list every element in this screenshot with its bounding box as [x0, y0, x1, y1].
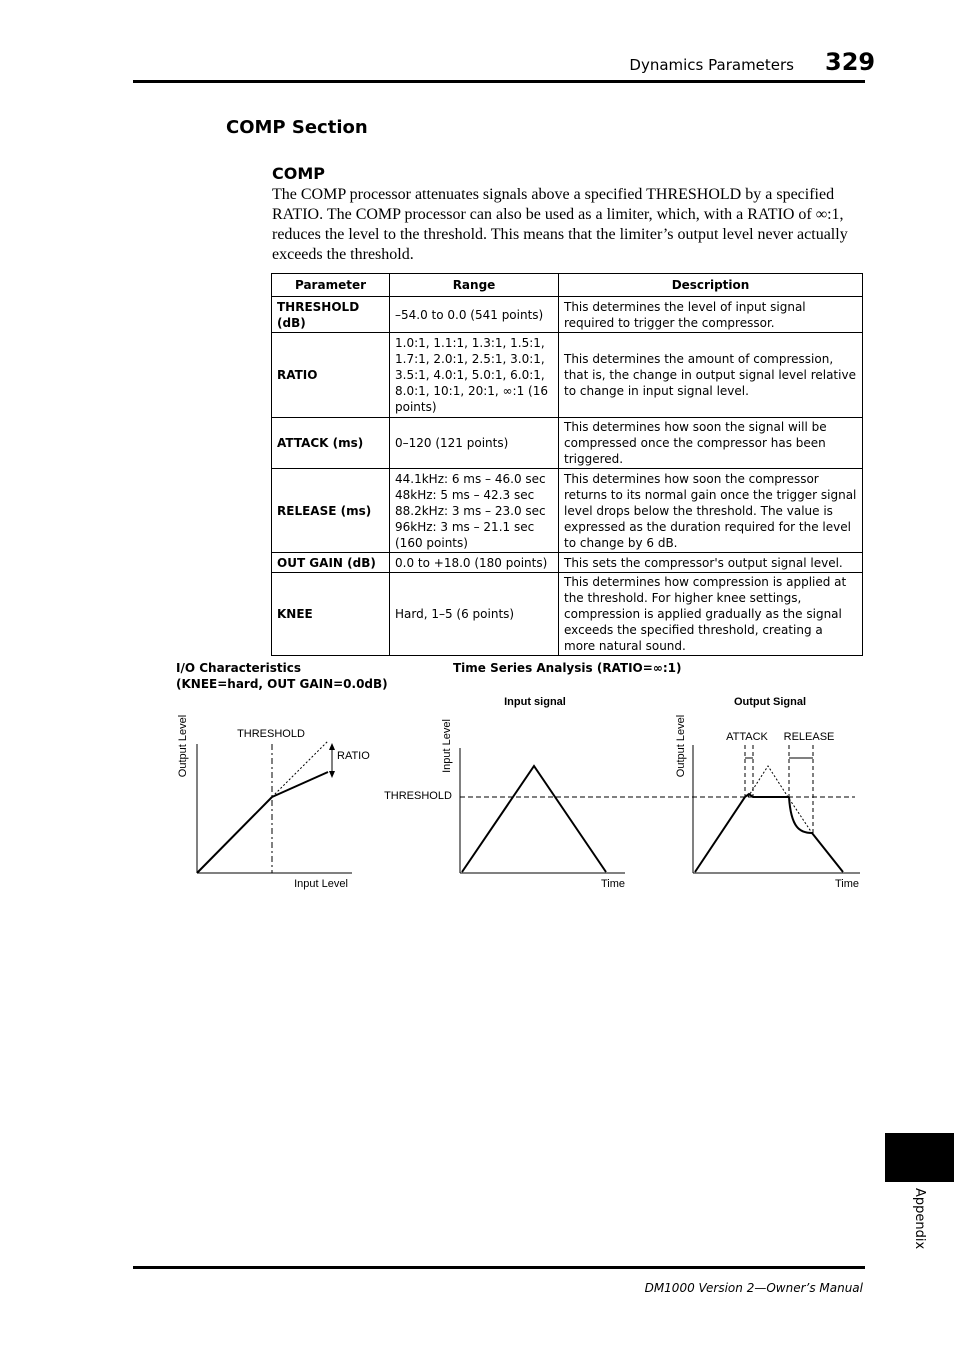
- io-threshold-label: THRESHOLD: [237, 728, 305, 740]
- param-name: ATTACK (ms): [272, 418, 390, 469]
- output-release-segment: [789, 797, 843, 872]
- table-row: [272, 297, 863, 333]
- parameter-table: [271, 273, 863, 656]
- compressor-diagrams: [0, 690, 954, 900]
- param-description: This determines the amount of compression, that is, the change in output signal level relative to change in input signal level.: [559, 333, 863, 418]
- table-row: [272, 469, 863, 553]
- table-row: [272, 333, 863, 418]
- section-title: COMP Section: [226, 117, 368, 138]
- io-ratio-label: RATIO: [337, 750, 370, 762]
- param-description: This determines the level of input signal required to trigger the compressor.: [559, 297, 863, 333]
- page-number: 329: [825, 48, 876, 76]
- io-uncompressed-dotted: [272, 741, 328, 797]
- param-range: 0–120 (121 points): [390, 418, 559, 469]
- table-row: [272, 573, 863, 656]
- io-y-label: Output Level: [177, 714, 189, 778]
- time-threshold-label: THRESHOLD: [384, 790, 452, 802]
- param-range: 0.0 to +18.0 (180 points): [390, 553, 559, 573]
- table-row: [272, 553, 863, 573]
- input-y-label: Input Level: [441, 719, 453, 773]
- io-compressed-segment: [272, 772, 328, 797]
- param-range: 1.0:1, 1.1:1, 1.3:1, 1.5:1, 1.7:1, 2.0:1, 2.5:1, 3.0:1, 3.5:1, 4.0:1, 5.0:1, 6.0:1, 8.0:1, 10:1, 20:1, ∞:1 (16 points): [390, 333, 559, 418]
- input-x-label: Time: [600, 878, 626, 890]
- chapter-tab: [885, 1133, 954, 1182]
- param-description: This determines how soon the compressor returns to its normal gain once the trigger signal level drops below the threshold. The value is expressed as the duration required for the level to change by 6 dB.: [559, 469, 863, 553]
- input-signal-graph: [441, 696, 625, 890]
- time-series-title: Time Series Analysis (RATIO=∞:1): [453, 661, 682, 675]
- param-name: RATIO: [272, 333, 390, 418]
- footer-text: DM1000 Version 2—Owner’s Manual: [644, 1281, 863, 1295]
- param-range: –54.0 to 0.0 (541 points): [390, 297, 559, 333]
- input-signal-title: Input signal: [504, 696, 566, 708]
- ratio-arrow-head-up: [329, 743, 335, 750]
- header-rule: [133, 80, 865, 83]
- output-signal-title: Output Signal: [733, 696, 807, 708]
- io-title-line1: I/O Characteristics: [176, 661, 301, 675]
- param-range: Hard, 1–5 (6 points): [390, 573, 559, 656]
- io-x-label: Input Level: [294, 878, 348, 890]
- param-name: KNEE: [272, 573, 390, 656]
- subsection-title: COMP: [272, 164, 325, 183]
- param-name: THRESHOLD (dB): [272, 297, 390, 333]
- output-x-label: Time: [834, 878, 860, 890]
- param-description: This determines how compression is applied at the threshold. For higher knee settings, compression is applied gradually as the signal exceeds the specified threshold, creating a more natural sound.: [559, 573, 863, 656]
- output-uncompressed-dotted: [748, 766, 812, 833]
- column-header: Parameter: [272, 274, 390, 297]
- footer-rule: [133, 1266, 865, 1269]
- io-characteristics-graph: [177, 715, 370, 890]
- release-label: RELEASE: [783, 731, 835, 743]
- output-attack-segment: [695, 794, 789, 872]
- column-header: Range: [390, 274, 559, 297]
- io-title-line2: (KNEE=hard, OUT GAIN=0.0dB): [176, 677, 388, 691]
- header-section-title: Dynamics Parameters: [629, 56, 794, 74]
- param-range: 44.1kHz: 6 ms – 46.0 sec 48kHz: 5 ms – 42.3 sec 88.2kHz: 3 ms – 23.0 sec 96kHz: 3 ms – 21.1 sec (160 points): [390, 469, 559, 553]
- output-signal-graph: [675, 696, 860, 890]
- intro-paragraph: The COMP processor attenuates signals above a specified THRESHOLD by a specified RATIO. The COMP processor can also be used as a limiter, which, with a RATIO of ∞:1, reduces the level to the threshold. This means that the limiter’s output level never actually exceeds the threshold.: [272, 186, 848, 263]
- output-y-label: Output Level: [675, 714, 687, 778]
- io-diagram-title: [176, 660, 388, 692]
- ratio-arrow-head-down: [329, 771, 335, 778]
- param-name: RELEASE (ms): [272, 469, 390, 553]
- side-tab-label: Appendix: [912, 1188, 927, 1250]
- table-header-row: [272, 274, 863, 297]
- table-row: [272, 418, 863, 469]
- param-name: OUT GAIN (dB): [272, 553, 390, 573]
- attack-label: ATTACK: [726, 731, 768, 743]
- param-description: This sets the compressor's output signal level.: [559, 553, 863, 573]
- io-linear-segment: [197, 797, 272, 873]
- column-header: Description: [559, 274, 863, 297]
- input-signal-waveform: [462, 766, 606, 872]
- param-description: This determines how soon the signal will be compressed once the compressor has been triggered.: [559, 418, 863, 469]
